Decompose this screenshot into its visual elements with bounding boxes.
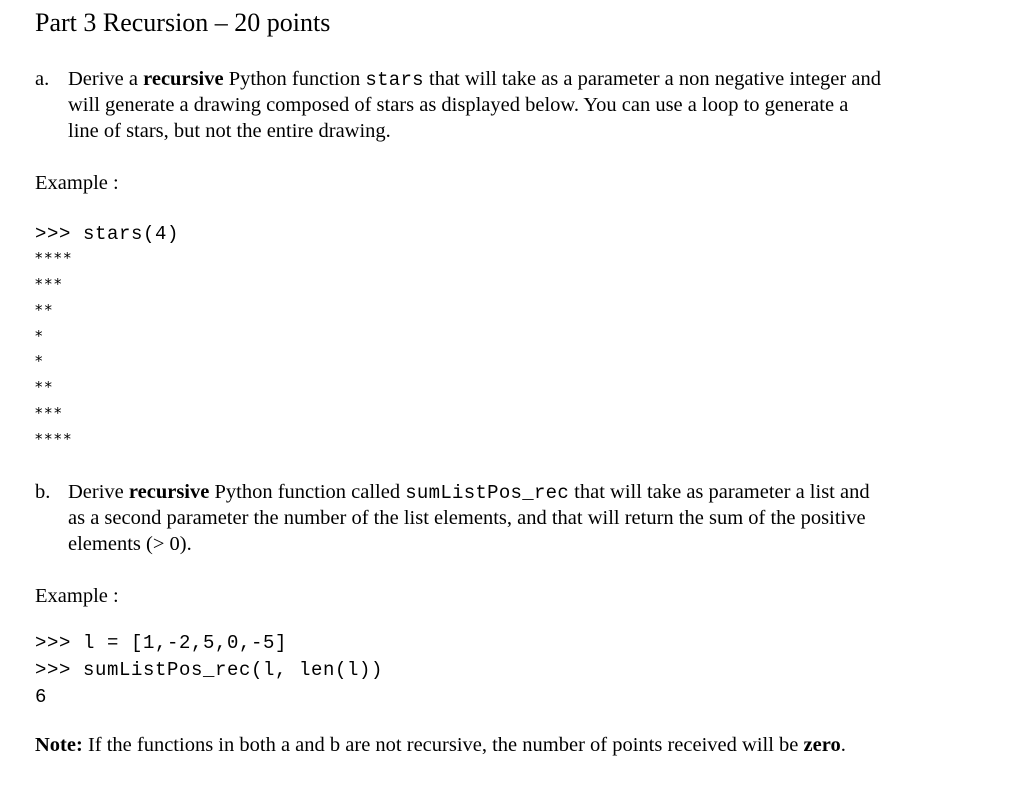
- part-a-line-3: line of stars, but not the entire drawing.: [68, 120, 391, 142]
- part-b-function-name: sumListPos_rec: [405, 482, 570, 504]
- note-end: .: [840, 734, 846, 756]
- part-a-example-label: Example :: [35, 172, 119, 194]
- note: [35, 732, 846, 758]
- star-output-line-4: *: [35, 327, 45, 345]
- part-b-text-2: Python function called: [209, 481, 406, 503]
- note-text: If the functions in both a and b are not recursive, the number of points received will be: [82, 734, 804, 756]
- star-output-line-5: *: [35, 352, 45, 370]
- star-output-line-6: **: [35, 378, 54, 396]
- part-a-marker: a.: [35, 68, 50, 90]
- part-b-line-1: [68, 479, 870, 506]
- part-a-text-1: Derive a: [68, 68, 144, 90]
- part-b-text-3: that will take as parameter a list and: [569, 481, 870, 503]
- part-a-example-call: >>> stars(4): [35, 223, 180, 245]
- part-a-text-2: Python function: [223, 68, 366, 90]
- part-a-line-2: will generate a drawing composed of stars as displayed below. You can use a loop to generate a: [68, 94, 849, 116]
- part-b-code-line-2: >>> sumListPos_rec(l, len(l)): [35, 659, 384, 681]
- part-b-line-2: as a second parameter the number of the list elements, and that will return the sum of the positive: [68, 507, 866, 529]
- note-emphasis: zero: [803, 734, 841, 756]
- part-b-code-line-1: >>> l = [1,-2,5,0,-5]: [35, 632, 288, 654]
- star-output-line-8: ****: [35, 430, 73, 448]
- part-b-text-1: Derive: [68, 481, 129, 503]
- page-title: Part 3 Recursion – 20 points: [35, 8, 331, 37]
- part-b-result: 6: [35, 686, 48, 708]
- part-a-line-1: [68, 66, 881, 93]
- note-label: Note:: [35, 734, 83, 756]
- star-output-line-1: ****: [35, 249, 73, 267]
- star-output-line-3: **: [35, 301, 54, 319]
- part-a-bold-recursive: recursive: [143, 68, 224, 90]
- part-a-function-name: stars: [365, 69, 424, 91]
- star-output-line-2: ***: [35, 275, 64, 293]
- star-output-line-7: ***: [35, 404, 64, 422]
- part-b-line-3: elements (> 0).: [68, 533, 192, 555]
- part-b-example-label: Example :: [35, 585, 119, 607]
- part-b-marker: b.: [35, 481, 51, 503]
- part-b-bold-recursive: recursive: [128, 481, 210, 503]
- part-a-text-3: that will take as a parameter a non negative integer and: [423, 68, 881, 90]
